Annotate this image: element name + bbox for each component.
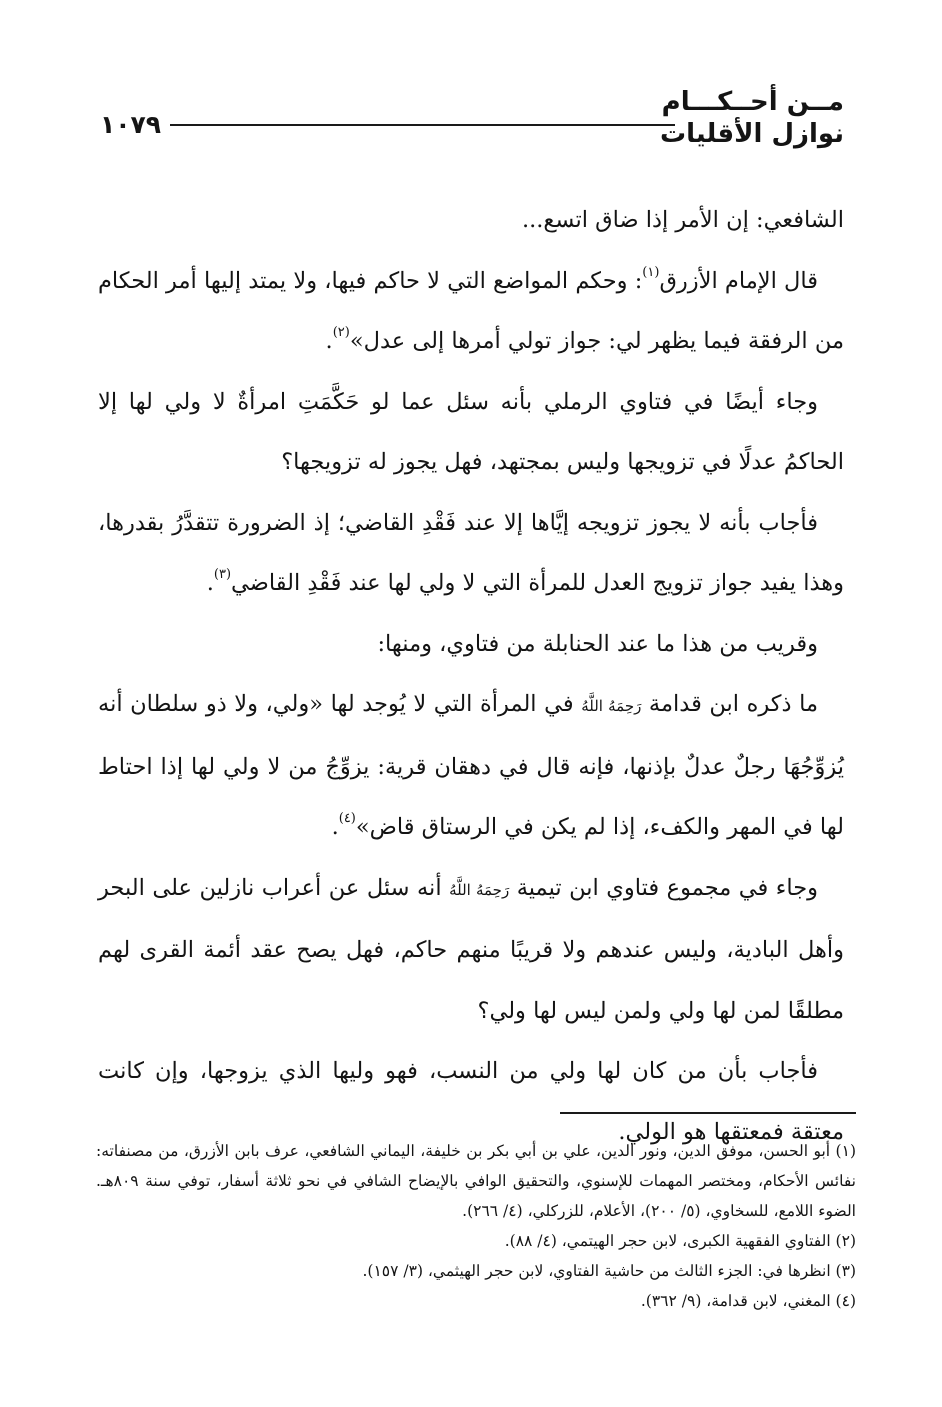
paragraph-1: الشافعي: إن الأمر إذا ضاق اتسع... <box>521 207 844 233</box>
honorific-ibn-taymiyya: رَحِمَهُ اللَّهُ <box>449 880 510 899</box>
paragraph-5: وقريب من هذا ما عند الحنابلة من فتاوي، ومنها: <box>377 630 818 657</box>
header-rule <box>170 124 675 126</box>
footnote-ref-3[interactable]: (٣) <box>213 567 232 582</box>
footnotes <box>96 1136 856 1316</box>
paragraph-3: وجاء أيضًا في فتاوي الرملي بأنه سئل عما لو حَكَّمَتِ امرأةٌ لا ولي لها إلا الحاكمُ عدلًا في تزويجها وليس بمجتهد، فهل يجوز له تزويجها؟ <box>98 388 844 475</box>
paragraph-6-part-c: . <box>331 814 339 840</box>
paragraph-4 <box>98 493 844 614</box>
paragraph-4-part-b: . <box>206 570 214 596</box>
paragraph-7-part-b: أنه سئل عن أعراب نازلين على البحر وأهل البادية، وليس عندهم ولا قريبًا منهم حاكم، فهل يصح عقد أئمة القرى لهم مطلقًا لمن لها ولي ولمن ليس لها ولي؟ <box>98 874 844 1024</box>
footnote-2: (٢) الفتاوي الفقهية الكبرى، لابن حجر الهيتمي، (٤/ ٨٨). <box>504 1232 856 1250</box>
paragraph-2-part-b: : وحكم المواضع التي لا حاكم فيها، ولا يمتد إليها أمر الحكام من الرفقة فيما يظهر لي: جواز تولي أمرها إلى عدل» <box>98 267 844 354</box>
paragraph-8: فأجاب بأن من كان لها ولي من النسب، فهو وليها الذي يزوجها، وإن كانت معتقة فمعتقها هو الولي. <box>98 1058 844 1145</box>
footnote-3: (٣) انظرها في: الجزء الثالث من حاشية الفتاوي، لابن حجر الهيثمي، (٣/ ١٥٧). <box>362 1262 856 1280</box>
paragraph-4-part-a: فأجاب بأنه لا يجوز تزويجه إيَّاها إلا عند فَقْدِ القاضي؛ إذ الضرورة تتقدَّرُ بقدرها، وهذا يفيد جواز تزويج العدل للمرأة التي لا ولي لها عند فَقْدِ القاضي <box>98 509 844 596</box>
running-header-title <box>660 88 844 150</box>
honorific-ibn-qudama: رَحِمَهُ اللَّهُ <box>581 697 642 715</box>
paragraph-2-part-a: قال الإمام الأزرق <box>659 267 818 294</box>
paragraph-2-part-c: . <box>325 328 333 354</box>
header-title-line1: مــن أحــكـــام <box>661 87 844 117</box>
paragraph-2 <box>98 251 844 372</box>
footnote-4: (٤) المغني، لابن قدامة، (٩/ ٣٦٢). <box>640 1292 856 1310</box>
paragraph-7-part-a: وجاء في مجموع فتاوي ابن تيمية <box>509 874 819 901</box>
paragraph-6-part-b: في المرأة التي لا يُوجد لها «ولي، ولا ذو سلطان أنه يُزوِّجُهَا رجلٌ عدلٌ بإذنها، فإنه قال في دهقان قرية: يزوِّجُ من لا ولي لها إذا احتاط لها في المهر والكفء، إذا لم يكن في الرستاق قاض» <box>98 691 844 840</box>
body-text <box>98 190 844 1162</box>
footnote-ref-4[interactable]: (٤) <box>338 811 356 826</box>
paragraph-6 <box>98 674 844 858</box>
header-title-line2: نوازل الأقليات <box>660 118 844 149</box>
footnote-separator <box>560 1112 856 1114</box>
page-number: ١٠٧٩ <box>100 110 162 139</box>
footnote-1: (١) أبو الحسن، موفق الدين، ونور الدين، علي بن أبي بكر بن خليفة، اليماني الشافعي، عرف بابن الأزرق، من مصنفاته: نفائس الأحكام، ومختصر المهمات للإسنوي، والتحقيق الوافي بالإيضاح الشافي في نحو ثلاثة أسفار، توفي سنة ٨٠٩هـ. الضوء اللامع، للسخاوي، (٥/ ٢٠٠)، الأعلام، للزركلي، (٤/ ٢٦٦). <box>96 1142 856 1220</box>
footnote-ref-1[interactable]: (١) <box>642 264 660 280</box>
paragraph-7 <box>98 858 844 1042</box>
paragraph-6-part-a: ما ذكره ابن قدامة <box>641 691 818 717</box>
footnote-ref-2[interactable]: (٢) <box>332 325 350 340</box>
